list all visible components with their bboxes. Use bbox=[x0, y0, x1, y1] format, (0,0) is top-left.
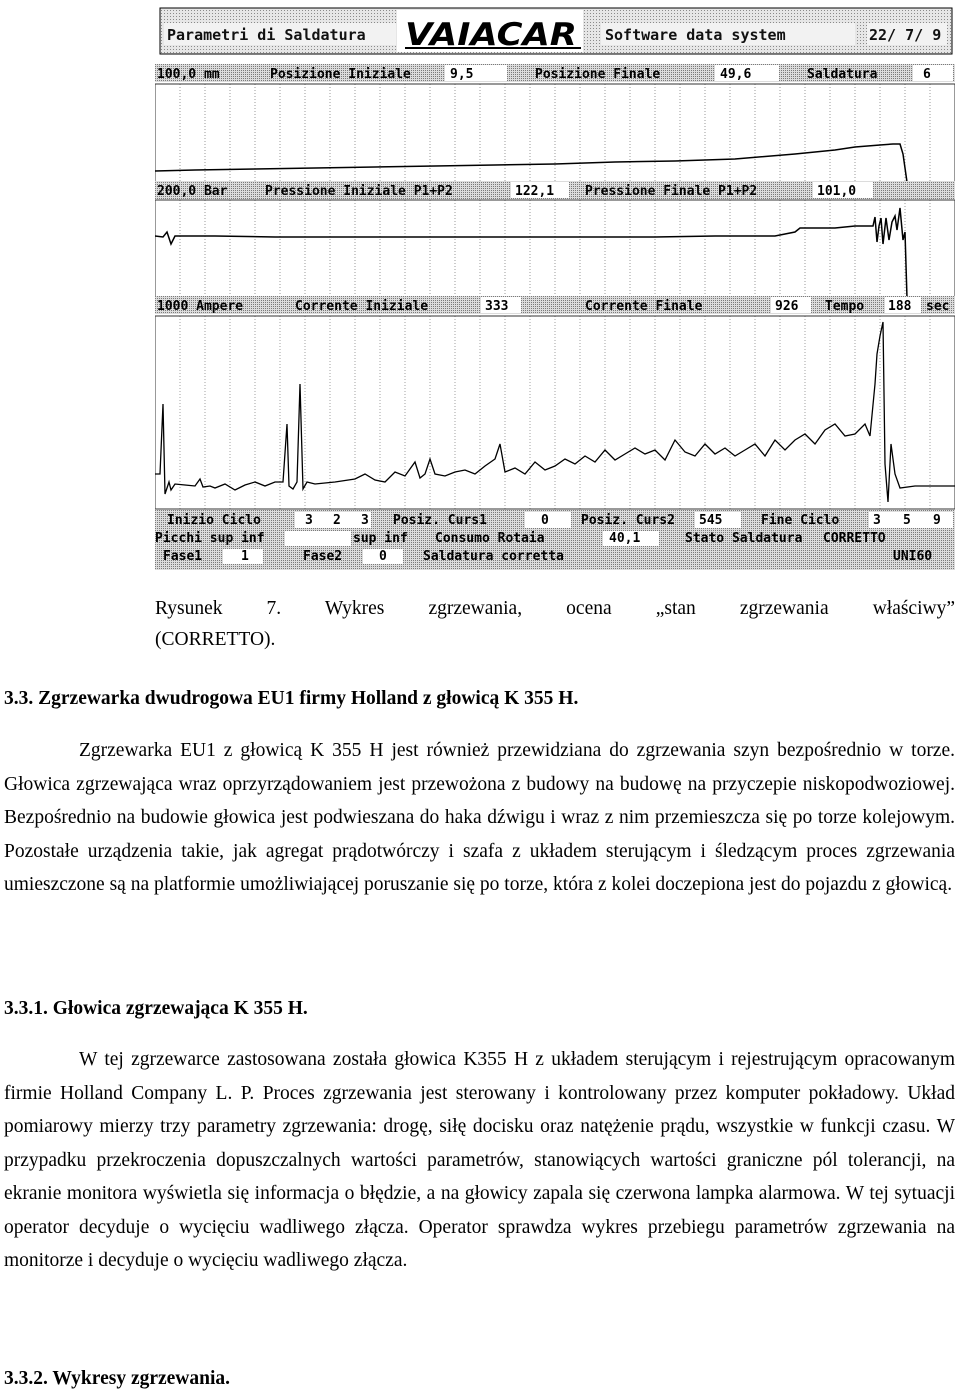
section-heading-3-3-2: 3.3.2. Wykresy zgrzewania. bbox=[4, 1368, 231, 1389]
current-initial-value: 333 bbox=[485, 299, 509, 314]
time-unit: sec bbox=[926, 299, 950, 314]
section-heading-3-3: 3.3. Zgrzewarka dwudrogowa EU1 firmy Holland z głowicą K 355 H. bbox=[4, 688, 579, 709]
welding-count-value: 6 bbox=[923, 67, 931, 82]
rail-consumption-label: Consumo Rotaia bbox=[435, 531, 545, 546]
peaks-sup-inf: sup inf bbox=[353, 531, 408, 546]
current-scale: 1000 Ampere bbox=[157, 299, 244, 314]
current-final-label: Corrente Finale bbox=[585, 299, 703, 314]
logo-text: VAIACAR bbox=[405, 17, 577, 53]
caption-line-2: (CORRETTO). bbox=[155, 629, 276, 650]
peaks-label: Picchi sup inf bbox=[155, 531, 265, 546]
phase2-label: Fase2 bbox=[303, 549, 343, 564]
phase1-label: Fase1 bbox=[163, 549, 203, 564]
pressure-panel bbox=[155, 181, 955, 299]
pressure-initial-label: Pressione Iniziale P1+P2 bbox=[265, 184, 453, 199]
cursor2-label: Posiz. Curs2 bbox=[581, 513, 675, 528]
weld-message: Saldatura corretta bbox=[423, 549, 564, 564]
weld-status-label: Stato Saldatura bbox=[685, 531, 803, 546]
cycle-end-label: Fine Ciclo bbox=[761, 513, 840, 528]
current-final-value: 926 bbox=[775, 299, 799, 314]
cycle-start-h: 3 bbox=[305, 513, 313, 528]
pressure-final-value: 101,0 bbox=[817, 184, 857, 199]
header-subtitle: Software data system bbox=[605, 26, 786, 44]
cycle-start-s: 3 bbox=[361, 513, 369, 528]
pressure-final-label: Pressione Finale P1+P2 bbox=[585, 184, 758, 199]
position-final-label: Posizione Finale bbox=[535, 67, 661, 82]
position-panel bbox=[155, 64, 955, 182]
cycle-end-m: 5 bbox=[903, 513, 911, 528]
phase1-value: 1 bbox=[241, 549, 249, 564]
current-initial-label: Corrente Iniziale bbox=[295, 299, 429, 314]
rail-consumption-value: 40,1 bbox=[609, 531, 641, 546]
position-grid bbox=[180, 84, 930, 182]
time-value: 188 bbox=[888, 299, 912, 314]
time-label: Tempo bbox=[825, 299, 865, 314]
cursor1-value: 0 bbox=[541, 513, 549, 528]
vaiacar-logo bbox=[397, 10, 583, 53]
cursor2-value: 545 bbox=[699, 513, 723, 528]
cycle-start-m: 2 bbox=[333, 513, 341, 528]
phase2-value: 0 bbox=[379, 549, 387, 564]
section-heading-3-3-1: 3.3.1. Głowica zgrzewająca K 355 H. bbox=[4, 998, 308, 1019]
rail-profile: UNI60 bbox=[893, 549, 933, 564]
welding-chart-figure bbox=[155, 4, 955, 570]
chart-header bbox=[160, 8, 952, 54]
pressure-scale: 200,0 Bar bbox=[157, 184, 228, 199]
pressure-initial-value: 122,1 bbox=[515, 184, 555, 199]
cycle-end-s: 9 bbox=[933, 513, 941, 528]
cursor1-label: Posiz. Curs1 bbox=[393, 513, 487, 528]
status-footer bbox=[155, 510, 955, 570]
current-panel bbox=[155, 296, 955, 509]
caption-line-1: Rysunek 7. Wykres zgrzewania, ocena „stan zgrzewania właściwy” bbox=[155, 598, 955, 619]
position-initial-value: 9,5 bbox=[450, 67, 474, 82]
header-title: Parametri di Saldatura bbox=[167, 26, 366, 44]
section-paragraph-3-3-1: W tej zgrzewarce zastosowana została głowica K355 H z układem sterującym i rejestrującym opracowanym firmie Holland Company L. P. Proces zgrzewania jest sterowany i kontrolowany przez komputer pokładowy. Układ pomiarowy mierzy trzy parametry zgrzewania: drogę, siłę docisku oraz natężenie prądu, wszystkie w funkcji czasu. W przypadku przekroczenia dopuszczalnych wartości parametrów, stanowiących wartości graniczne pól tolerancji, na ekranie monitora wyświetla się informacja o błędzie, a na głowicy zapala się czerwona lampka alarmowa. W tej sytuacji operator decyduje o wycięciu wadliwego złącza. Operator sprawdza wykres przebiegu parametrów zgrzewania na monitorze i decyduje o wycięciu wadliwego złącza. bbox=[4, 1049, 955, 1271]
position-scale: 100,0 mm bbox=[157, 67, 220, 82]
pressure-grid bbox=[180, 200, 930, 299]
weld-status-value: CORRETTO bbox=[823, 531, 886, 546]
cycle-start-label: Inizio Ciclo bbox=[167, 513, 261, 528]
welding-count-label: Saldatura bbox=[807, 67, 878, 82]
section-paragraph-3-3: Zgrzewarka EU1 z głowicą K 355 H jest również przewidziana do zgrzewania szyn bezpośrednio w torze. Głowica zgrzewająca wraz oprzyrządowaniem jest przewożona z budowy na budowę na przyczepie niskopodwoziowej. Bezpośrednio na budowie głowica jest podwieszana do haka dźwigu i wraz z nim przemieszcza się po torze kolejowym. Pozostałe urządzenia takie, jak agregat prądotwórczy i szafa z układem sterującym i śledzącym proces zgrzewania umieszczone są na platformie umożliwiającej poruszanie się po torze, która z kolei doczepiona jest do pojazdu z głowicą. bbox=[4, 740, 955, 895]
current-grid bbox=[180, 316, 930, 509]
figure-caption bbox=[155, 593, 955, 655]
header-date: 22/ 7/ 9 bbox=[869, 26, 942, 44]
position-initial-label: Posizione Iniziale bbox=[270, 67, 411, 82]
cycle-end-h: 3 bbox=[873, 513, 881, 528]
position-final-value: 49,6 bbox=[720, 67, 752, 82]
